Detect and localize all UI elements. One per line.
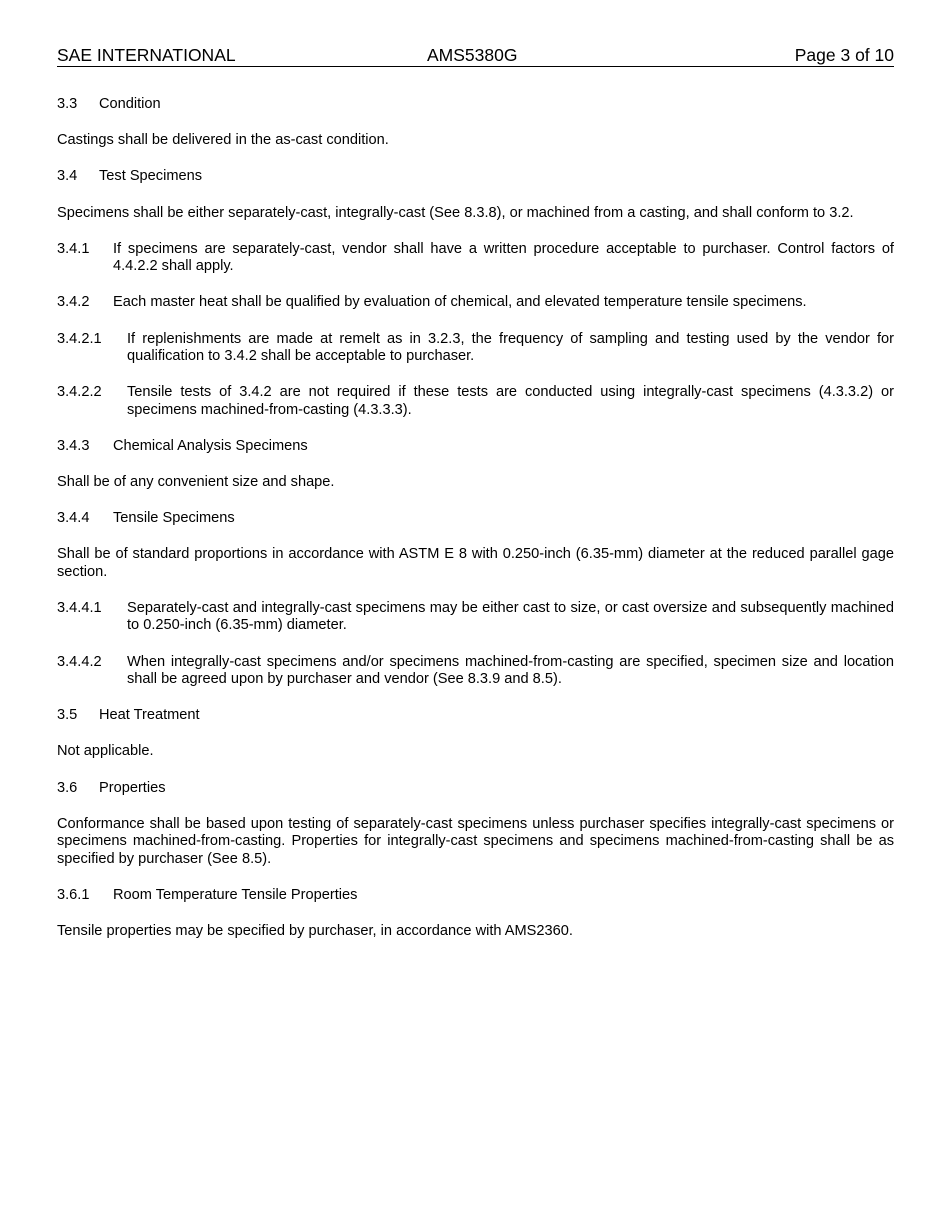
clause-number: 3.4.2.2 (57, 384, 102, 401)
section-heading-3-3 (57, 96, 894, 113)
header-organization: SAE INTERNATIONAL (57, 45, 236, 65)
section-title: Chemical Analysis Specimens (113, 437, 308, 454)
paragraph-3-4: Specimens shall be either separately-cast, integrally-cast (See 8.3.8), or machined from a casting, and shall conform to 3.2. (57, 204, 854, 221)
section-heading-3-6 (57, 780, 894, 797)
section-heading-3-4-3 (57, 438, 894, 455)
clause-number: 3.4.4.2 (57, 653, 102, 670)
clause-number: 3.4.2 (57, 294, 90, 311)
clause-number: 3.4.2.1 (57, 330, 102, 347)
section-heading-3-5 (57, 707, 894, 724)
section-number: 3.3 (57, 96, 78, 112)
section-title: Properties (99, 779, 166, 796)
section-number: 3.6.1 (57, 886, 90, 903)
section-title: Room Temperature Tensile Properties (113, 886, 358, 903)
clause-3-4-2-1 (57, 331, 894, 366)
paragraph-3-4-4: Shall be of standard proportions in accordance with ASTM E 8 with 0.250-inch (6.35-mm) diameter at the reduced parallel gage section. (57, 546, 894, 580)
section-heading-3-4-4 (57, 510, 894, 527)
header-page-number: Page 3 of 10 (794, 45, 894, 65)
section-title: Condition (99, 96, 161, 112)
section-heading-3-4 (57, 168, 894, 185)
clause-text: If specimens are separately-cast, vendor shall have a written procedure acceptable to purchaser. Control factors of 4.4.2.2 shall apply. (113, 240, 894, 275)
clause-3-4-1 (57, 241, 894, 276)
section-number: 3.4.3 (57, 437, 90, 454)
section-number: 3.6 (57, 779, 78, 796)
clause-text: When integrally-cast specimens and/or specimens machined-from-casting are specified, specimen size and location shall be agreed upon by purchaser and vendor (See 8.3.9 and 8.5). (127, 653, 894, 688)
clause-3-4-2-2 (57, 384, 894, 419)
paragraph-3-4-3: Shall be of any convenient size and shape. (57, 474, 335, 491)
section-title: Heat Treatment (99, 707, 200, 724)
section-number: 3.4 (57, 168, 78, 185)
clause-3-4-2 (57, 294, 894, 311)
section-title: Tensile Specimens (113, 510, 235, 527)
clause-number: 3.4.4.1 (57, 600, 102, 617)
paragraph-3-3: Castings shall be delivered in the as-cast condition. (57, 132, 389, 149)
clause-text: Tensile tests of 3.4.2 are not required if these tests are conducted using integrally-cast specimens (4.3.3.2) or specimens machined-from-casting (4.3.3.3). (127, 384, 894, 418)
clause-text: If replenishments are made at remelt as in 3.2.3, the frequency of sampling and testing used by the vendor for qualification to 3.4.2 shall be acceptable to purchaser. (127, 330, 894, 365)
paragraph-3-5: Not applicable. (57, 743, 154, 760)
document-page (57, 44, 894, 959)
section-number: 3.5 (57, 707, 78, 724)
section-number: 3.4.4 (57, 510, 90, 527)
clause-3-4-4-2 (57, 654, 894, 689)
document-body (57, 96, 894, 941)
section-title: Test Specimens (99, 168, 203, 185)
section-heading-3-6-1 (57, 887, 894, 904)
clause-number: 3.4.1 (57, 240, 90, 257)
clause-text: Each master heat shall be qualified by evaluation of chemical, and elevated temperature tensile specimens. (113, 294, 807, 311)
header-document-id: AMS5380G (427, 45, 518, 65)
clause-text: Separately-cast and integrally-cast specimens may be either cast to size, or cast oversize and subsequently machined to 0.250-inch (6.35-mm) diameter. (127, 600, 894, 634)
page-header (57, 44, 894, 67)
paragraph-3-6: Conformance shall be based upon testing of separately-cast specimens unless purchaser specifies integrally-cast specimens or specimens machined-from-casting. Properties for integrally-cast specimens and specimens machined-from-casting shall be as specified by purchaser (See 8.5). (57, 815, 894, 867)
paragraph-3-6-1: Tensile properties may be specified by purchaser, in accordance with AMS2360. (57, 923, 573, 940)
clause-3-4-4-1 (57, 600, 894, 635)
